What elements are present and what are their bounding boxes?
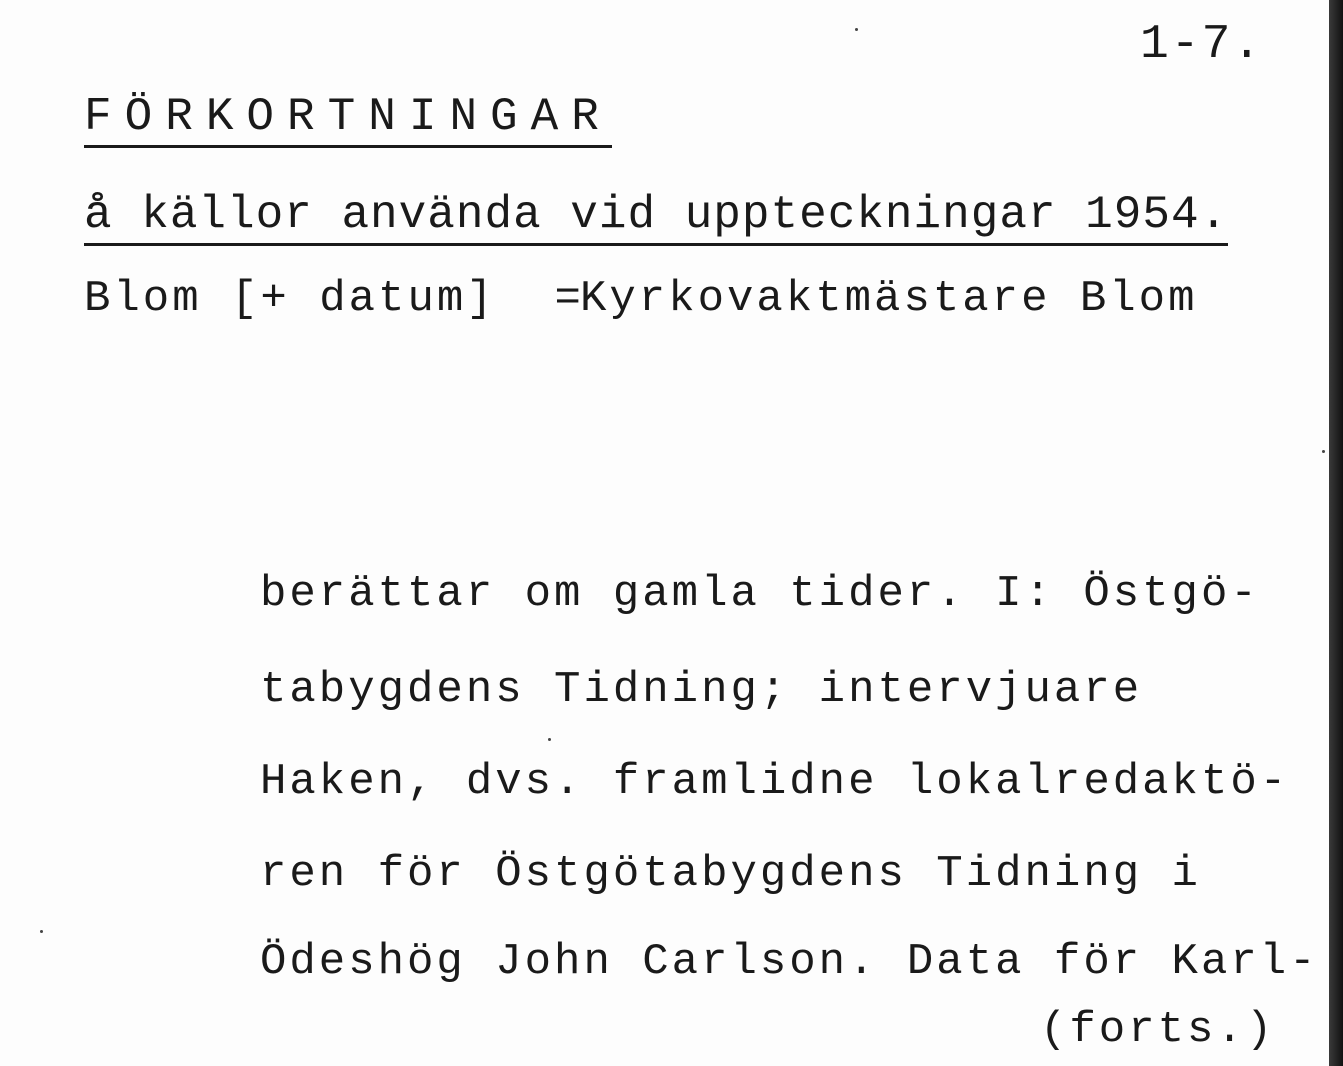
entry-definition-first: Kyrkovaktmästare Blom xyxy=(580,274,1198,324)
speck xyxy=(40,930,43,933)
entry-line-2: tabygdens Tidning; intervjuare xyxy=(260,665,1143,715)
entry-term-text: Blom [+ datum] xyxy=(84,274,496,324)
entry-line-5: Ödeshög John Carlson. Data för Karl- xyxy=(260,937,1319,987)
speck xyxy=(855,28,858,31)
card-heading: FÖRKORTNINGAR xyxy=(84,92,612,148)
card-edge-shadow xyxy=(1329,0,1343,1066)
speck xyxy=(1322,450,1325,453)
entry-line-3: Haken, dvs. framlidne lokalredaktö- xyxy=(260,757,1290,807)
entry-line-4: ren för Östgötabygdens Tidning i xyxy=(260,849,1201,899)
entry-line-1: berättar om gamla tider. I: Östgö- xyxy=(260,569,1260,619)
entry-equals: = xyxy=(554,274,584,324)
card-subheading: å källor använda vid uppteckningar 1954. xyxy=(84,190,1228,246)
continuation-note: (forts.) xyxy=(1040,1005,1276,1055)
card-number: 1-7. xyxy=(1140,18,1264,72)
speck xyxy=(548,738,551,741)
entry-term xyxy=(84,274,584,324)
